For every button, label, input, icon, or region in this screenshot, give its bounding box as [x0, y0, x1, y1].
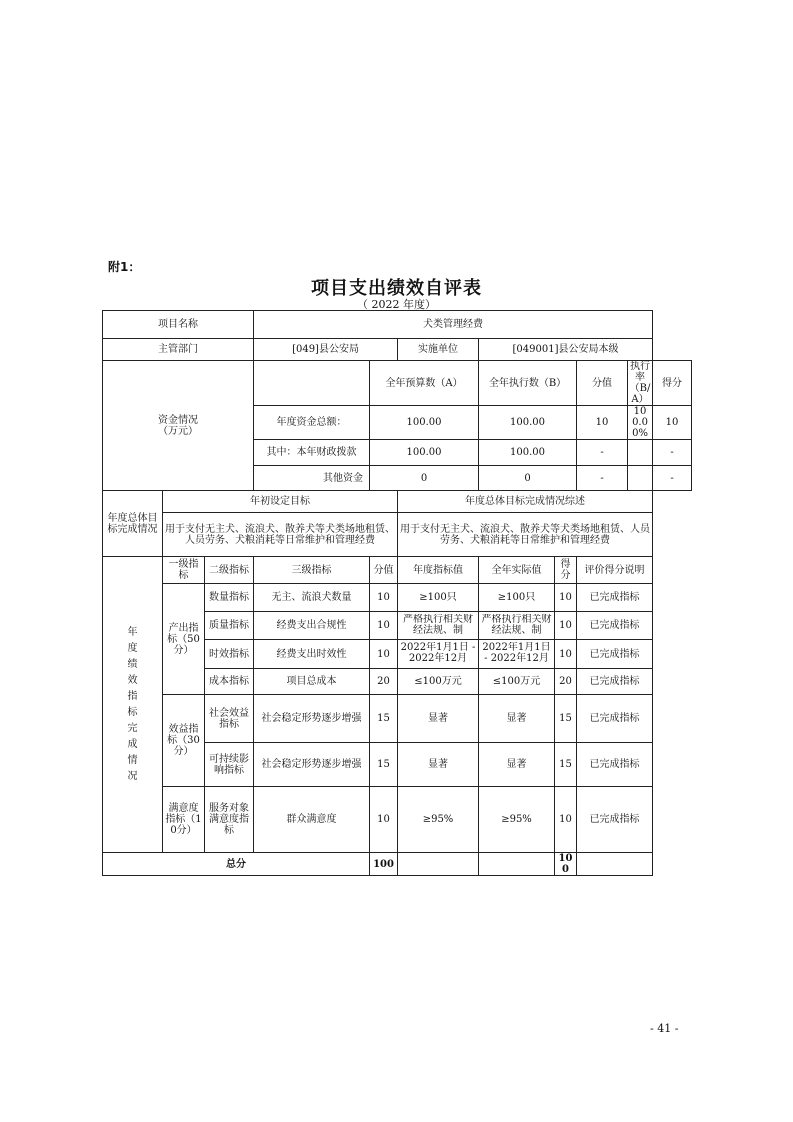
note-cell: 已完成指标 [577, 669, 653, 695]
year-line: （ 2022 年度） [357, 298, 436, 311]
actual-cell: 严格执行相关财经法规、制 [479, 612, 555, 640]
level2-cell: 时效指标 [205, 640, 254, 669]
level3-cell: 项目总成本 [254, 669, 370, 695]
actual-cell: 显著 [479, 695, 555, 743]
level1-benefit: 效益指标（30分） [163, 695, 205, 787]
indicator-header: 全年实际值 [479, 557, 555, 584]
target-cell: ≥100只 [398, 584, 479, 612]
level1-output: 产出指标（50分） [163, 584, 205, 695]
department-row [103, 339, 692, 361]
indicator-header-row [103, 557, 692, 584]
score-cell: 15 [370, 695, 398, 743]
funds-row-score: - [577, 440, 628, 466]
funds-row-exec: 0 [479, 466, 577, 491]
indicator-row [103, 584, 692, 612]
funds-row-got: - [653, 440, 692, 466]
indicator-header: 得分 [555, 557, 577, 584]
level3-cell: 经费支出合规性 [254, 612, 370, 640]
funds-row-score: - [577, 466, 628, 491]
funds-rate-header: 执行率（B/A） [628, 361, 653, 406]
level3-cell: 无主、流浪犬数量 [254, 584, 370, 612]
level2-cell: 可持续影响指标 [205, 743, 254, 787]
target-cell: 显著 [398, 743, 479, 787]
note-cell: 已完成指标 [577, 695, 653, 743]
funds-budget-header: 全年预算数（A） [370, 361, 479, 406]
actual-cell: ≥95% [479, 787, 555, 853]
score-cell: 10 [370, 787, 398, 853]
got-cell: 10 [555, 612, 577, 640]
note-cell: 已完成指标 [577, 640, 653, 669]
got-cell: 15 [555, 743, 577, 787]
funds-row-budget: 100.00 [370, 440, 479, 466]
project-name-value: 犬类管理经费 [254, 311, 653, 339]
goals-header-row [103, 491, 692, 513]
total-blank [577, 853, 653, 876]
goals-planned-text: 用于支付无主犬、流浪犬、散养犬等犬类场地租赁、人员劳务、犬粮消耗等日常维护和管理经费 [163, 513, 398, 557]
project-name-label: 项目名称 [103, 311, 254, 339]
funds-header-row [103, 361, 692, 406]
score-cell: 10 [370, 584, 398, 612]
impl-unit-value: [049001]县公安局本级 [479, 339, 653, 361]
dept-value: [049]县公安局 [254, 339, 398, 361]
impl-unit-label: 实施单位 [398, 339, 479, 361]
page-number: - 41 - [650, 1022, 679, 1035]
funds-row-rate [628, 440, 653, 466]
score-cell: 15 [370, 743, 398, 787]
funds-exec-header: 全年执行数（B） [479, 361, 577, 406]
funds-row-name: 年度资金总额： [254, 406, 370, 440]
actual-cell: ≥100只 [479, 584, 555, 612]
level2-cell: 质量指标 [205, 612, 254, 640]
project-name-row [103, 311, 692, 339]
funds-row-budget: 100.00 [370, 406, 479, 440]
goals-actual-text: 用于支付无主犬、流浪犬、散养犬等犬类场地租赁、人员劳务、犬粮消耗等日常维护和管理经费 [398, 513, 653, 557]
total-score: 100 [370, 853, 398, 876]
level2-cell: 服务对象满意度指标 [205, 787, 254, 853]
indicator-section-label: 年度绩效指标完成情况 [103, 557, 163, 853]
funds-row-score: 10 [577, 406, 628, 440]
level2-cell: 成本指标 [205, 669, 254, 695]
funds-got-header: 得分 [653, 361, 692, 406]
level2-cell: 社会效益指标 [205, 695, 254, 743]
funds-row-got: 10 [653, 406, 692, 440]
total-got: 100 [555, 853, 577, 876]
target-cell: ≤100万元 [398, 669, 479, 695]
funds-row-exec: 100.00 [479, 406, 577, 440]
indicator-header: 三级指标 [254, 557, 370, 584]
dept-label: 主管部门 [103, 339, 254, 361]
funds-label: 资金情况 （万元） [103, 361, 254, 491]
got-cell: 15 [555, 695, 577, 743]
score-cell: 20 [370, 669, 398, 695]
level3-cell: 社会稳定形势逐步增强 [254, 695, 370, 743]
note-cell: 已完成指标 [577, 787, 653, 853]
score-cell: 10 [370, 612, 398, 640]
funds-row-got: - [653, 466, 692, 491]
funds-row-exec: 100.00 [479, 440, 577, 466]
actual-cell: ≤100万元 [479, 669, 555, 695]
level3-cell: 社会稳定形势逐步增强 [254, 743, 370, 787]
indicator-header: 分值 [370, 557, 398, 584]
score-cell: 10 [370, 640, 398, 669]
actual-cell: 2022年1月1日 - 2022年12月 [479, 640, 555, 669]
indicator-header: 年度指标值 [398, 557, 479, 584]
target-cell: 2022年1月1日 - 2022年12月 [398, 640, 479, 669]
level2-cell: 数量指标 [205, 584, 254, 612]
target-cell: 显著 [398, 695, 479, 743]
goals-planned-header: 年初设定目标 [163, 491, 398, 513]
funds-score-header: 分值 [577, 361, 628, 406]
got-cell: 20 [555, 669, 577, 695]
indicator-row [103, 787, 692, 853]
total-blank [479, 853, 555, 876]
funds-row-name: 其中：本年财政拨款 [254, 440, 370, 466]
got-cell: 10 [555, 787, 577, 853]
indicator-header: 一级指标 [163, 557, 205, 584]
indicator-header: 二级指标 [205, 557, 254, 584]
note-cell: 已完成指标 [577, 743, 653, 787]
funds-row-rate: 100.00% [628, 406, 653, 440]
funds-row-name: 其他资金 [254, 466, 370, 491]
note-cell: 已完成指标 [577, 612, 653, 640]
total-row [103, 853, 692, 876]
target-cell: 严格执行相关财经法规、制 [398, 612, 479, 640]
level3-cell: 经费支出时效性 [254, 640, 370, 669]
page-title: 项目支出绩效自评表 [311, 278, 482, 299]
target-cell: ≥95% [398, 787, 479, 853]
note-cell: 已完成指标 [577, 584, 653, 612]
funds-row-rate [628, 466, 653, 491]
level3-cell: 群众满意度 [254, 787, 370, 853]
indicator-header: 评价得分说明 [577, 557, 653, 584]
performance-table [102, 310, 692, 876]
goals-content-row [103, 513, 692, 557]
total-blank [398, 853, 479, 876]
level1-satisfaction: 满意度指标（10分） [163, 787, 205, 853]
funds-row-budget: 0 [370, 466, 479, 491]
goals-label: 年度总体目标完成情况 [103, 491, 163, 557]
goals-actual-header: 年度总体目标完成情况综述 [398, 491, 653, 513]
attachment-label: 附1： [108, 260, 141, 274]
got-cell: 10 [555, 640, 577, 669]
indicator-row [103, 695, 692, 743]
actual-cell: 显著 [479, 743, 555, 787]
total-label: 总分 [103, 853, 370, 876]
funds-blank-header [254, 361, 370, 406]
got-cell: 10 [555, 584, 577, 612]
